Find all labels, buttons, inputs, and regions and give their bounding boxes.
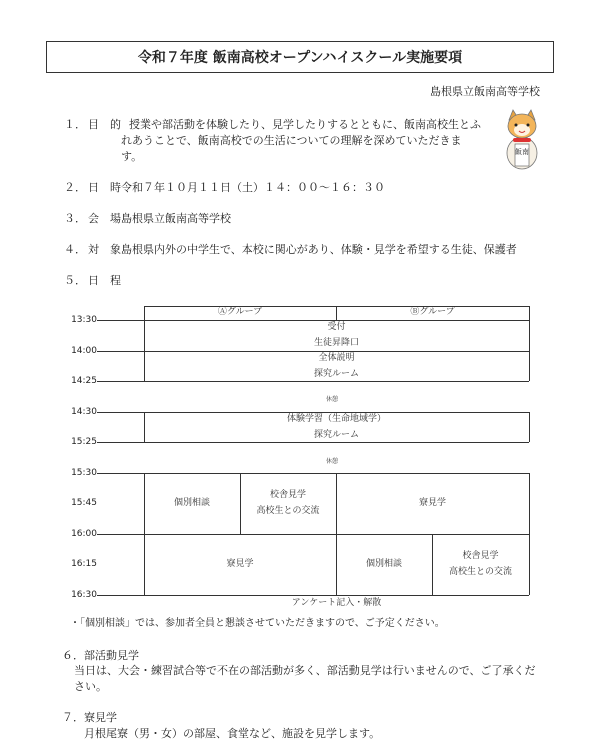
section-6-line2: さい。 [74,680,107,693]
reception-place: 生徒昇降口 [313,338,359,348]
a-dorm-cell: 寮見学 [226,559,254,569]
time-label: 14:30 [71,407,97,417]
experience-cell: 体験学習（生命地域学） [286,414,386,424]
group-b-header: Ⓑグループ [410,307,455,317]
time-label: 15:25 [71,437,97,447]
orientation-place: 探究ルーム [313,369,359,379]
mascot-cat-image [503,108,541,170]
section-4-body: 島根県内外の中学生で、本校に関心があり、体験・見学を希望する生徒、保護者 [121,243,517,256]
section-2-body: 令和７年１０月１１日（土）１４：００～１６：３０ [121,181,385,194]
section-4-heading: 対 象 [88,243,121,256]
b-exchange-cell: 高校生との交流 [448,567,512,577]
survey-dismissal: アンケート記入・解散 [291,598,382,608]
section-5-number: ５． [64,274,86,287]
section-1-heading: 目 的 [88,118,121,131]
section-3-heading: 会 場 [88,212,121,225]
school-name: 島根県立飯南高等学校 [430,85,540,98]
time-label: 16:30 [71,590,97,600]
section-1-line2: れあうことで、飯南高校での生活についての理解を深めていただきま [121,134,462,147]
section-5-heading: 日 程 [88,274,121,287]
break-label: 休憩 [326,458,339,465]
section-1-number: １． [64,118,86,131]
time-label: 15:45 [71,498,97,508]
group-a-header: Ⓐグループ [217,307,263,317]
time-label: 14:00 [71,346,97,356]
reception-cell: 受付 [327,322,346,332]
mascot-label: 飯南 [515,148,529,156]
break-label: 休憩 [326,396,339,403]
consultation-note: ・「個別相談」では、参加者全員と懇談させていただきますので、ご予定ください。 [70,618,445,629]
time-label: 16:00 [71,529,97,539]
b-dorm-cell: 寮見学 [418,498,446,508]
page-title: 令和７年度 飯南高校オープンハイスクール実施要項 [46,41,554,73]
a-consultation-cell: 個別相談 [173,498,210,508]
section-2-number: ２． [64,181,86,194]
orientation-cell: 全体説明 [318,353,355,363]
a-tour-cell: 校舎見学 [269,490,306,500]
section-3-number: ３． [64,212,86,225]
section-6-heading: ６．部活動見学 [62,649,139,662]
section-7-heading: ７．寮見学 [62,711,117,724]
b-tour-cell: 校舎見学 [462,551,499,561]
section-7-line1: 月根尾寮（男・女）の部屋、食堂など、施設を見学します。 [84,727,381,740]
section-2-heading: 日 時 [88,181,121,194]
section-1-line1: 授業や部活動を体験したり、見学したりするとともに、飯南高校生とふ [129,118,481,131]
b-consultation-cell: 個別相談 [365,559,402,569]
time-label: 16:15 [71,559,97,569]
experience-place: 探究ルーム [313,430,359,440]
time-label: 13:30 [71,315,97,325]
time-label: 15:30 [71,468,97,478]
section-3-body: 島根県立飯南高等学校 [121,212,231,225]
section-1-line3: す。 [121,150,143,163]
time-label: 14:25 [71,376,97,386]
section-6-line1: 当日は、大会・練習試合等で不在の部活動が多く、部活動見学は行いませんので、ご了承くだ [74,664,536,677]
section-4-number: ４． [64,243,86,256]
a-exchange-cell: 高校生との交流 [256,506,320,516]
